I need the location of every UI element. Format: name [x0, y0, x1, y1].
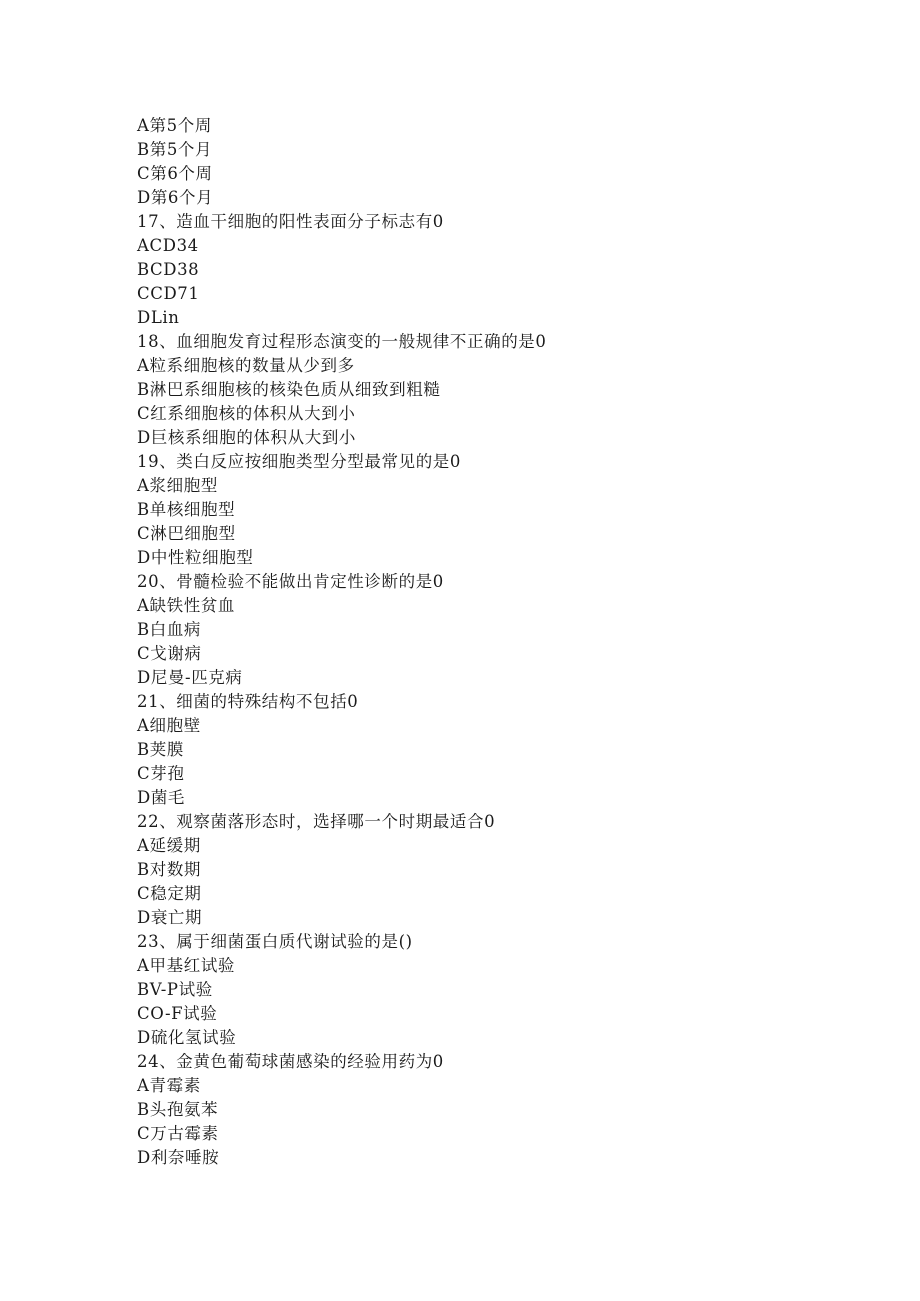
option-line: C戈谢病: [137, 644, 202, 663]
option-line: D中性粒细胞型: [137, 548, 254, 567]
option-line: C芽孢: [137, 764, 185, 783]
option-line: DLin: [137, 308, 180, 327]
option-line: A缺铁性贫血: [137, 596, 236, 615]
question-24: 24、金黄色葡萄球菌感染的经验用药为0: [137, 1052, 444, 1071]
question-21: 21、细菌的特殊结构不包括0: [137, 692, 359, 711]
option-line: A青霉素: [137, 1076, 201, 1095]
option-line: CO-F试验: [137, 1004, 218, 1023]
option-line: D菌毛: [137, 788, 186, 807]
option-line: B白血病: [137, 620, 202, 639]
option-line: B对数期: [137, 860, 202, 879]
option-line: D第6个月: [137, 188, 214, 207]
option-line: A延缓期: [137, 836, 201, 855]
question-23: 23、属于细菌蛋白质代谢试验的是(): [137, 932, 413, 951]
option-line: D巨核系细胞的体积从大到小: [137, 428, 357, 447]
option-line: C淋巴细胞型: [137, 524, 236, 543]
option-line: B单核细胞型: [137, 500, 236, 519]
option-line: D衰亡期: [137, 908, 203, 927]
question-17: 17、造血干细胞的阳性表面分子标志有0: [137, 212, 444, 231]
option-line: A粒系细胞核的数量从少到多: [137, 356, 355, 375]
question-18: 18、血细胞发育过程形态演变的一般规律不正确的是0: [137, 332, 547, 351]
question-22: 22、观察菌落形态时，选择哪一个时期最适合0: [137, 812, 496, 831]
option-line: CCD71: [137, 284, 200, 303]
option-line: D尼曼-匹克病: [137, 668, 243, 687]
option-line: B荚膜: [137, 740, 184, 759]
option-line: D硫化氢试验: [137, 1028, 237, 1047]
option-line: A第5个周: [137, 116, 212, 135]
question-20: 20、骨髓检验不能做出肯定性诊断的是0: [137, 572, 444, 591]
option-line: C红系细胞核的体积从大到小: [137, 404, 356, 423]
option-line: B头孢氨苯: [137, 1100, 219, 1119]
question-19: 19、类白反应按细胞类型分型最常见的是0: [137, 452, 461, 471]
option-line: BV-P试验: [137, 980, 213, 999]
option-line: A甲基红试验: [137, 956, 236, 975]
option-line: D利奈唾胺: [137, 1148, 220, 1167]
option-line: B第5个月: [137, 140, 213, 159]
option-line: B淋巴系细胞核的核染色质从细致到粗糙: [137, 380, 441, 399]
option-line: C万古霉素: [137, 1124, 219, 1143]
question-list: [137, 114, 837, 1170]
option-line: C第6个周: [137, 164, 213, 183]
option-line: A浆细胞型: [137, 476, 218, 495]
option-line: BCD38: [137, 260, 200, 279]
option-line: A细胞壁: [137, 716, 201, 735]
option-line: C稳定期: [137, 884, 202, 903]
option-line: ACD34: [137, 236, 199, 255]
